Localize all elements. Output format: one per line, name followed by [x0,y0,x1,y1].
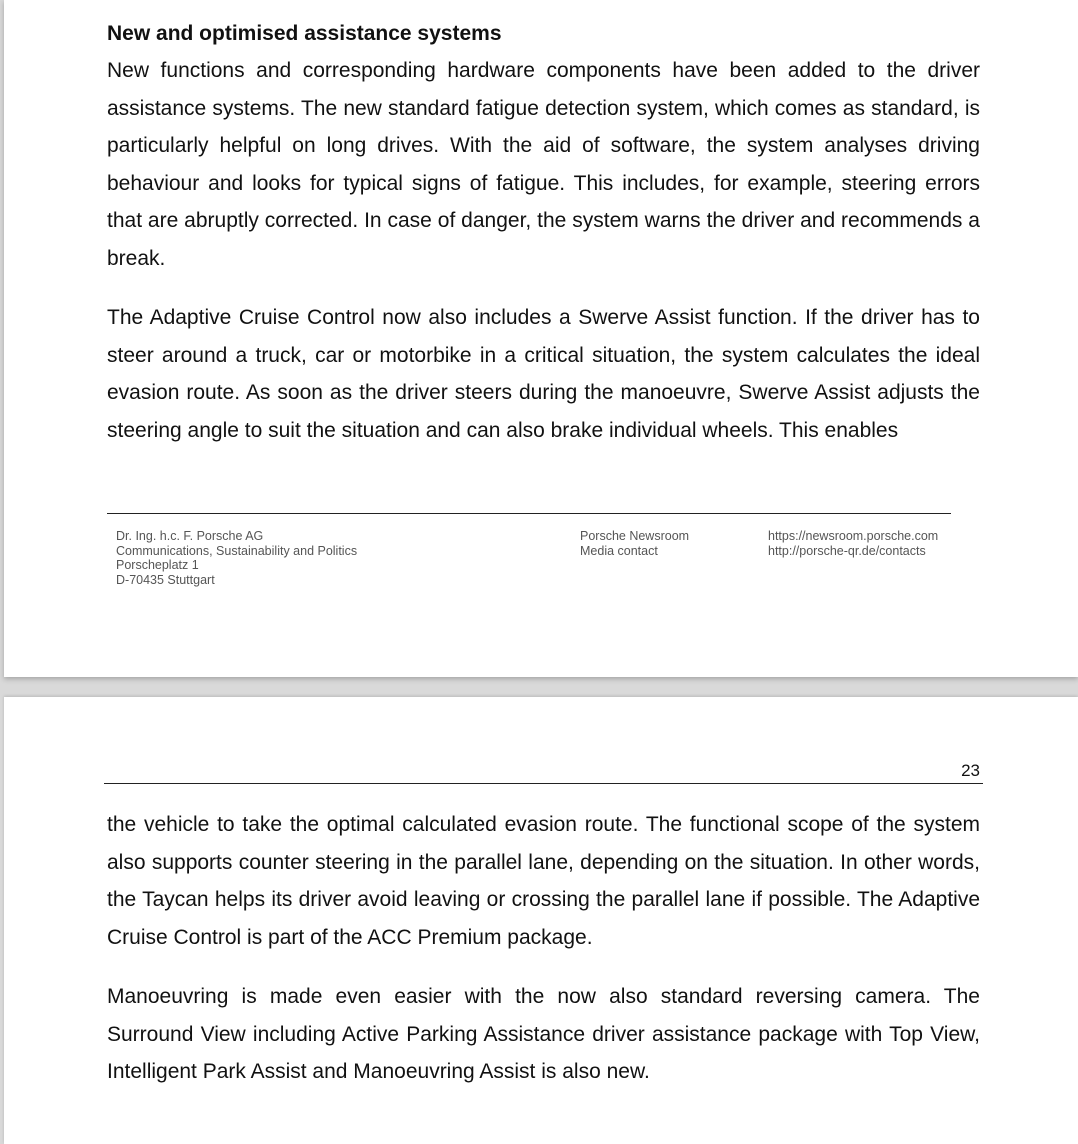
footer-divider [107,513,951,514]
header-divider [104,783,983,784]
body-paragraph-reversing-camera: Manoeuvring is made even easier with the now also standard reversing camera. The Surround View including Active Parking Assistance driver assistance package with Top View, Intelligent Park Assist and Manoeuvring Assist is also new. [107,985,980,1084]
section-heading: New and optimised assistance systems [107,22,502,45]
footer-labels [580,529,689,558]
footer-department: Communications, Sustainability and Politics [116,543,358,558]
footer-newsroom-label: Porsche Newsroom [580,529,690,543]
body-paragraph-swerve-assist: The Adaptive Cruise Control now also includes a Swerve Assist function. If the driver has to steer around a truck, car or motorbike in a critical situation, the system calculates the ideal evasion route. As soon as the driver steers during the manoeuvre, Swerve Assist adjusts the steering angle to suit the situation and can also brake individual wheels. This enables [107,306,980,442]
body-paragraph-fatigue-detection: New functions and corresponding hardware components have been added to the driver assistance systems. The new standard fatigue detection system, which comes as standard, is particularly helpful on long drives. With the aid of software, the system analyses driving behaviour and looks for typical signs of fatigue. This includes, for example, steering errors that are abruptly corrected. In case of danger, the system warns the driver and recommends a break. [107,59,980,270]
footer-links [768,529,938,558]
footer-address [116,529,357,587]
footer-media-contact-label: Media contact [580,543,658,558]
document-page-1 [4,0,1078,677]
page-number: 23 [961,761,980,780]
body-paragraph-evasion-route: the vehicle to take the optimal calculated evasion route. The functional scope of the system also supports counter steering in the parallel lane, depending on the situation. In other words, the Taycan helps its driver avoid leaving or crossing the parallel lane if possible. The Adaptive Cruise Control is part of the ACC Premium package. [107,813,980,949]
document-page-2 [4,697,1078,1144]
footer-city: D-70435 Stuttgart [116,572,215,587]
footer-newsroom-link[interactable]: https://newsroom.porsche.com [768,529,939,543]
footer-contacts-link[interactable]: http://porsche-qr.de/contacts [768,543,926,558]
footer-company: Dr. Ing. h.c. F. Porsche AG [116,529,264,543]
footer-street: Porscheplatz 1 [116,558,199,573]
